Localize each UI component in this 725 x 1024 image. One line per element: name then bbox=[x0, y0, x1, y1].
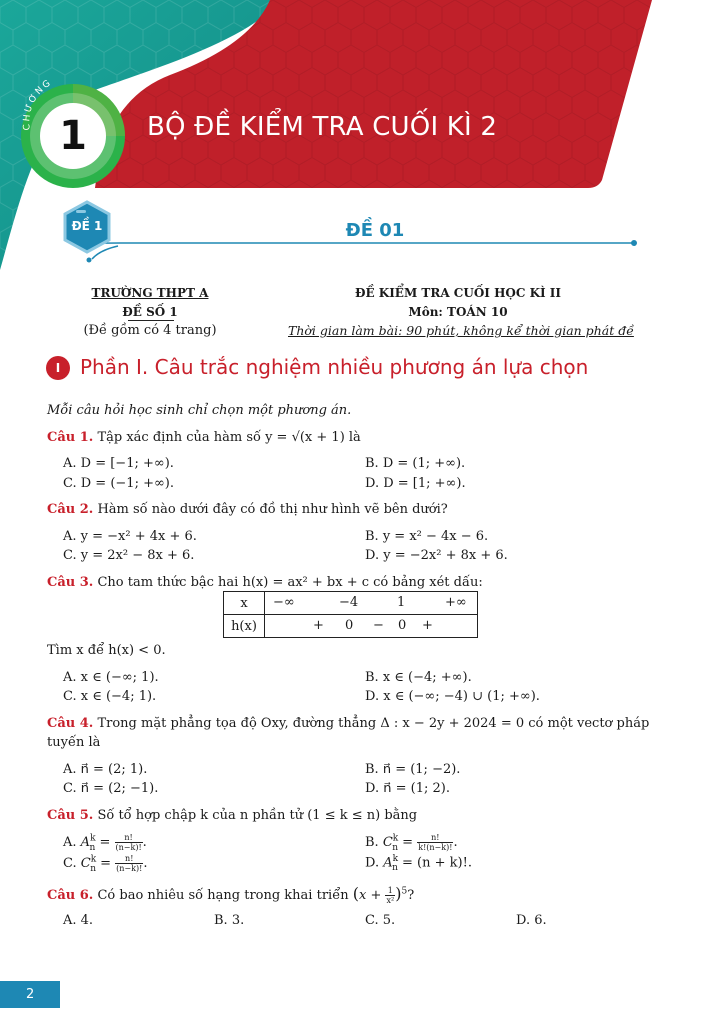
q4-option-a[interactable]: A. n⃗ = (2; 1). bbox=[63, 762, 148, 777]
q4-option-d[interactable]: D. n⃗ = (1; 2). bbox=[365, 781, 450, 796]
q5-option-b[interactable]: B. $C^k_n$ = $\frac{n!}{k!(n-k)!}$ . bbox=[365, 833, 458, 853]
exam-title: ĐỀ 01 bbox=[345, 220, 405, 241]
subject: Môn: TOÁN 10 bbox=[408, 305, 508, 319]
svg-text:CHƯƠNG: CHƯƠNG bbox=[22, 77, 55, 131]
question-4: Câu 4. Trong mặt phẳng tọa độ Oxy, đường thẳng Δ : x − 2y + 2024 = 0 có một vectơ pháp bbox=[47, 716, 650, 731]
q3-option-a[interactable]: A. x ∈ (−∞; 1). bbox=[63, 670, 159, 685]
section-title: Phần I. Câu trắc nghiệm nhiều phương án lựa chọn bbox=[80, 355, 589, 379]
question-4-cont: tuyến là bbox=[47, 735, 101, 750]
q5-option-d[interactable]: D. $A^k_n = (n + k)$!. bbox=[365, 854, 472, 873]
question-5: Câu 5. Số tổ hợp chập k của n phần tử (1 ≤ k ≤ n) bằng bbox=[47, 808, 418, 823]
q6-option-d[interactable]: D. 6. bbox=[516, 913, 547, 928]
q3-option-c[interactable]: C. x ∈ (−4; 1). bbox=[63, 689, 157, 704]
q1-option-a[interactable]: A. D = [−1; +∞). bbox=[63, 456, 174, 471]
exam-code: ĐỀ SỐ 1 bbox=[122, 305, 178, 319]
page-count: (Đề gồm có 4 trang) bbox=[83, 323, 217, 338]
chapter-title: BỘ ĐỀ KIỂM TRA CUỐI KÌ 2 bbox=[147, 112, 498, 142]
q6-option-a[interactable]: A. 4. bbox=[63, 913, 94, 928]
page-number: 2 bbox=[0, 981, 60, 1008]
code-underline bbox=[128, 320, 174, 321]
q3-follow: Tìm x để h(x) < 0. bbox=[47, 643, 166, 658]
q1-option-d[interactable]: D. D = [1; +∞). bbox=[365, 476, 466, 491]
section-badge: I bbox=[46, 356, 70, 380]
q3-option-b[interactable]: B. x ∈ (−4; +∞). bbox=[365, 670, 472, 685]
exam-name: ĐỀ KIỂM TRA CUỐI HỌC KÌ II bbox=[354, 286, 562, 300]
instruction: Mỗi câu hỏi học sinh chỉ chọn một phương án. bbox=[47, 403, 352, 418]
time-limit: Thời gian làm bài: 90 phút, không kể thời gian phát đề bbox=[288, 323, 634, 338]
q4-option-b[interactable]: B. n⃗ = (1; −2). bbox=[365, 762, 461, 777]
q6-option-c[interactable]: C. 5. bbox=[365, 913, 396, 928]
q6-option-b[interactable]: B. 3. bbox=[214, 913, 245, 928]
q5-option-a[interactable]: A. $A^k_n$ = $\frac{n!}{(n-k)!}$ . bbox=[63, 833, 147, 853]
q2-option-c[interactable]: C. y = 2x² − 8x + 6. bbox=[63, 548, 195, 563]
q2-option-b[interactable]: B. y = x² − 4x − 6. bbox=[365, 529, 489, 544]
q1-option-b[interactable]: B. D = (1; +∞). bbox=[365, 456, 466, 471]
exam-badge: ĐỀ 1 bbox=[62, 200, 112, 256]
question-2: Câu 2. Hàm số nào dưới đây có đồ thị như hình vẽ bên dưới? bbox=[47, 502, 448, 517]
school-name: TRƯỜNG THPT A bbox=[91, 286, 209, 300]
q1-option-c[interactable]: C. D = (−1; +∞). bbox=[63, 476, 175, 491]
q2-option-d[interactable]: D. y = −2x² + 8x + 6. bbox=[365, 548, 508, 563]
q5-option-c[interactable]: C. $C^k_n$ = $\frac{n!}{(n-k)!}$ . bbox=[63, 854, 148, 874]
question-6: Câu 6. Có bao nhiêu số hạng trong khai triển (x + $\frac{1}{\text{x²}}$ )$^5$? bbox=[47, 884, 415, 905]
q3-option-d[interactable]: D. x ∈ (−∞; −4) ∪ (1; +∞). bbox=[365, 689, 540, 704]
chapter-number: 1 bbox=[40, 103, 106, 169]
sign-table: x −∞ −4 1 +∞ h(x) + 0 − 0 + bbox=[223, 591, 478, 638]
q2-option-a[interactable]: A. y = −x² + 4x + 6. bbox=[63, 529, 197, 544]
q4-option-c[interactable]: C. n⃗ = (2; −1). bbox=[63, 781, 159, 796]
question-3: Câu 3. Cho tam thức bậc hai h(x) = ax² + bx + c có bảng xét dấu: bbox=[47, 575, 483, 590]
question-1: Câu 1. Tập xác định của hàm số y = √(x + 1) là bbox=[47, 430, 361, 445]
